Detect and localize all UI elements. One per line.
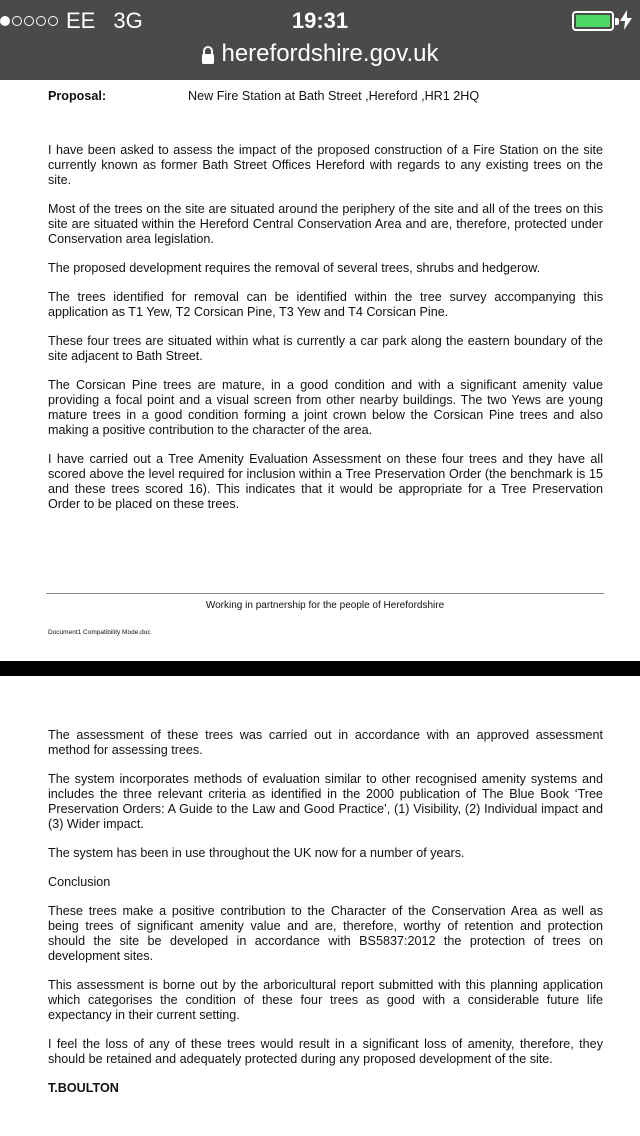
signature: T.BOULTON (48, 1081, 119, 1095)
paragraph: These four trees are situated within what is currently a car park along the eastern boundary of the site adjacent to Bath Street. (48, 334, 603, 363)
address-bar[interactable] (0, 40, 640, 68)
paragraph: I have carried out a Tree Amenity Evaluation Assessment on these four trees and they have all scored above the level required for inclusion within a Tree Preservation Order (the benchmark is 15 and these trees scored 16). This indicates that it would be appropriate for a Tree Preservation Order to be placed on these trees. (48, 452, 603, 511)
lock-icon (201, 46, 215, 64)
paragraph: The proposed development requires the removal of several trees, shrubs and hedgerow. (48, 261, 541, 275)
battery-level (576, 15, 610, 27)
paragraph: I have been asked to assess the impact of the proposed construction of a Fire Station on the site currently known as former Bath Street Offices Hereford with regards to any existing trees on the site. (48, 143, 603, 187)
paragraph: The trees identified for removal can be identified within the tree survey accompanying this application as T1 Yew, T2 Corsican Pine, T3 Yew and T4 Corsican Pine. (48, 290, 603, 319)
section-heading: Conclusion (48, 875, 111, 889)
paragraph: These trees make a positive contribution to the Character of the Conservation Area as well as being trees of significant amenity value and are, therefore, worthy of retention and protection should the site be developed in accordance with BS5837:2012 the protection of trees on development sites. (48, 904, 603, 963)
status-bar (0, 0, 640, 80)
proposal-value: New Fire Station at Bath Street ,Hereford ,HR1 2HQ (188, 89, 480, 103)
document-reference: Document1 Compatibility Mode.doc (48, 629, 151, 636)
paragraph: This assessment is borne out by the arboricultural report submitted with this planning application which categorises the condition of these four trees as good with a considerable future life expectancy in their current setting. (48, 978, 603, 1022)
page1-body (48, 143, 603, 526)
paragraph: The system has been in use throughout the UK now for a number of years. (48, 846, 465, 860)
paragraph: The assessment of these trees was carried out in accordance with an approved assessment method for assessing trees. (48, 728, 603, 757)
network-type: 3G (113, 8, 143, 33)
url-text: herefordshire.gov.uk (221, 40, 439, 67)
clock: 19:31 (291, 8, 349, 33)
proposal-label: Proposal: (48, 89, 107, 103)
carrier-name: EE (66, 8, 96, 33)
page-footer: Working in partnership for the people of Herefordshire (205, 600, 445, 611)
footer-divider (46, 593, 604, 594)
document-page-2 (0, 676, 640, 1136)
charging-bolt-icon (620, 10, 632, 30)
battery-icon (572, 11, 614, 31)
paragraph: The Corsican Pine trees are mature, in a good condition and with a significant amenity value providing a focal point and a visual screen from other nearby buildings. The two Yews are young mature trees in a good condition forming a joint crown below the Corsican Pine trees and also making a positive contribution to the character of the area. (48, 378, 603, 437)
paragraph: The system incorporates methods of evaluation similar to other recognised amenity systems and includes the three relevant criteria as identified in the 2000 publication of The Blue Book ‘Tree Preservation Orders: A Guide to the Law and Good Practice’, (1) Visibility, (2) Individual impact and (3) Wider impact. (48, 772, 603, 831)
page2-body (48, 728, 603, 1110)
page-separator (0, 661, 640, 676)
paragraph: I feel the loss of any of these trees would result in a significant loss of amenity, therefore, they should be retained and adequately protected during any proposed development of the site. (48, 1037, 603, 1066)
paragraph: Most of the trees on the site are situated around the periphery of the site and all of the trees on this site are situated within the Hereford Central Conservation Area and are, therefore, protected under Conservation area legislation. (48, 202, 603, 246)
document-page-1 (0, 80, 640, 661)
